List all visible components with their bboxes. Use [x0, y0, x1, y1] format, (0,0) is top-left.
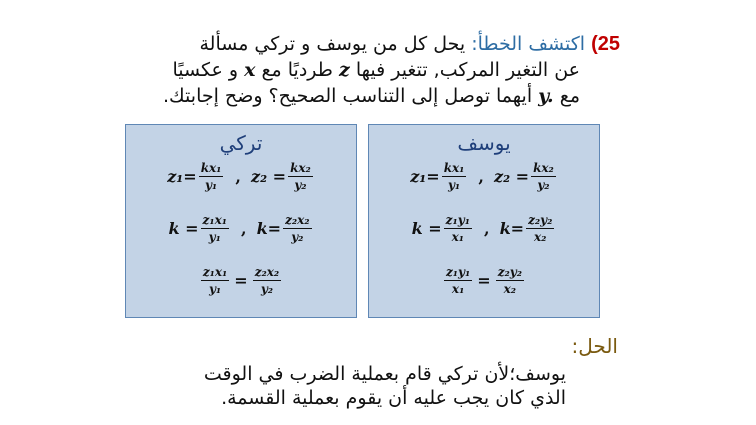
yousef-z2-lhs: z₂ = [494, 167, 530, 187]
variable-z: z [338, 59, 350, 81]
turki-k2-denominator: y₂ [291, 230, 304, 245]
yousef-k2-numerator: z₂y₂ [528, 213, 553, 227]
yousef-k2-fraction [526, 213, 554, 244]
yousef-final-left-numerator: z₁y₁ [445, 265, 471, 279]
turki-equation-row-1 [126, 161, 356, 192]
yousef-z2-fraction [531, 161, 556, 192]
turki-row2-separator: , [240, 219, 247, 239]
yousef-z1-denominator: y₁ [447, 178, 461, 193]
turki-z2-denominator: y₂ [294, 178, 307, 193]
yousef-k1-denominator: x₁ [451, 230, 465, 245]
turki-equation-row-2 [126, 213, 356, 244]
fraction-bar [496, 280, 524, 281]
yousef-equation-row-2 [369, 213, 599, 244]
yousef-z2-denominator: y₂ [537, 178, 550, 193]
turki-k2-numerator: z₂x₂ [285, 213, 310, 227]
turki-z1-denominator: y₁ [204, 178, 218, 193]
turki-k2-fraction [283, 213, 311, 244]
question-line-2-part-b: طرديًا مع [261, 59, 333, 81]
yousef-final-right-numerator: z₂y₂ [497, 265, 523, 279]
turki-k1-fraction [201, 213, 229, 244]
fraction-bar [442, 176, 467, 177]
yousef-panel-title: يوسف [457, 131, 511, 155]
turki-panel-title: تركي [219, 131, 263, 155]
turki-k2-lhs: k= [256, 219, 282, 239]
solution-line-2: الذي كان يجب عليه أن يقوم بعملية القسمة. [221, 387, 566, 409]
question-line-2-part-a: عن التغير المركب, تتغير فيها [355, 59, 580, 81]
question-line-2 [172, 58, 580, 82]
question-line-3-part-a: مع [559, 85, 580, 107]
yousef-final-left-denominator: x₁ [451, 282, 465, 297]
yousef-z1-fraction [442, 161, 467, 192]
turki-solution-panel [125, 124, 357, 318]
fraction-bar [201, 280, 229, 281]
yousef-final-right-denominator: x₂ [503, 282, 517, 297]
solution-label: الحل: [571, 334, 618, 358]
turki-z2-lhs: z₂ = [251, 167, 287, 187]
yousef-k2-denominator: x₂ [534, 230, 547, 245]
turki-final-left-denominator: y₁ [208, 282, 222, 297]
yousef-k1-fraction [444, 213, 472, 244]
fraction-bar [531, 176, 556, 177]
question-title: اكتشف الخطأ: [471, 33, 586, 55]
question-line-1 [199, 32, 620, 56]
fraction-bar [288, 176, 313, 177]
yousef-row1-separator: , [478, 167, 484, 187]
fraction-bar [444, 280, 472, 281]
yousef-k1-numerator: z₁y₁ [445, 213, 470, 227]
question-line-1-text: يحل كل من يوسف و تركي مسألة [199, 33, 466, 55]
fraction-bar [444, 228, 472, 229]
question-line-2-part-c: و عكسيًا [172, 59, 239, 81]
yousef-equation-row-3 [369, 265, 599, 296]
yousef-final-left-fraction [444, 265, 472, 296]
fraction-bar [201, 228, 229, 229]
turki-final-equals: = [234, 271, 248, 291]
solution-line-1: يوسف؛لأن تركي قام بعملية الضرب في الوقت [203, 363, 566, 385]
yousef-k1-lhs: k = [411, 219, 442, 239]
fraction-bar [283, 228, 311, 229]
yousef-row2-separator: , [483, 219, 490, 239]
turki-final-left-numerator: z₁x₁ [202, 265, 228, 279]
turki-k1-numerator: z₁x₁ [202, 213, 227, 227]
turki-equation-row-3 [126, 265, 356, 296]
turki-k1-denominator: y₁ [208, 230, 221, 245]
yousef-z1-lhs: z₁= [410, 167, 440, 187]
yousef-k2-lhs: k= [499, 219, 525, 239]
yousef-z2-numerator: kx₂ [533, 161, 554, 175]
variable-x: x [244, 59, 256, 81]
question-line-3-part-b: أيهما توصل إلى التناسب الصحيح؟ وضح إجابتك. [163, 85, 533, 107]
fraction-bar [199, 176, 224, 177]
fraction-bar [253, 280, 281, 281]
yousef-final-right-fraction [496, 265, 524, 296]
turki-z2-numerator: kx₂ [290, 161, 311, 175]
turki-final-left-fraction [201, 265, 229, 296]
turki-final-right-fraction [253, 265, 281, 296]
question-line-3 [163, 84, 580, 108]
variable-y: y. [538, 85, 554, 107]
yousef-final-equals: = [477, 271, 491, 291]
question-number: 25) [591, 33, 620, 55]
fraction-bar [526, 228, 554, 229]
turki-z2-fraction [288, 161, 313, 192]
turki-final-right-numerator: z₂x₂ [254, 265, 280, 279]
yousef-solution-panel [368, 124, 600, 318]
yousef-equation-row-1 [369, 161, 599, 192]
turki-z1-numerator: kx₁ [200, 161, 222, 175]
turki-k1-lhs: k = [168, 219, 199, 239]
turki-z1-fraction [199, 161, 224, 192]
turki-z1-lhs: z₁= [167, 167, 197, 187]
turki-row1-separator: , [235, 167, 241, 187]
turki-final-right-denominator: y₂ [260, 282, 274, 297]
yousef-z1-numerator: kx₁ [443, 161, 465, 175]
